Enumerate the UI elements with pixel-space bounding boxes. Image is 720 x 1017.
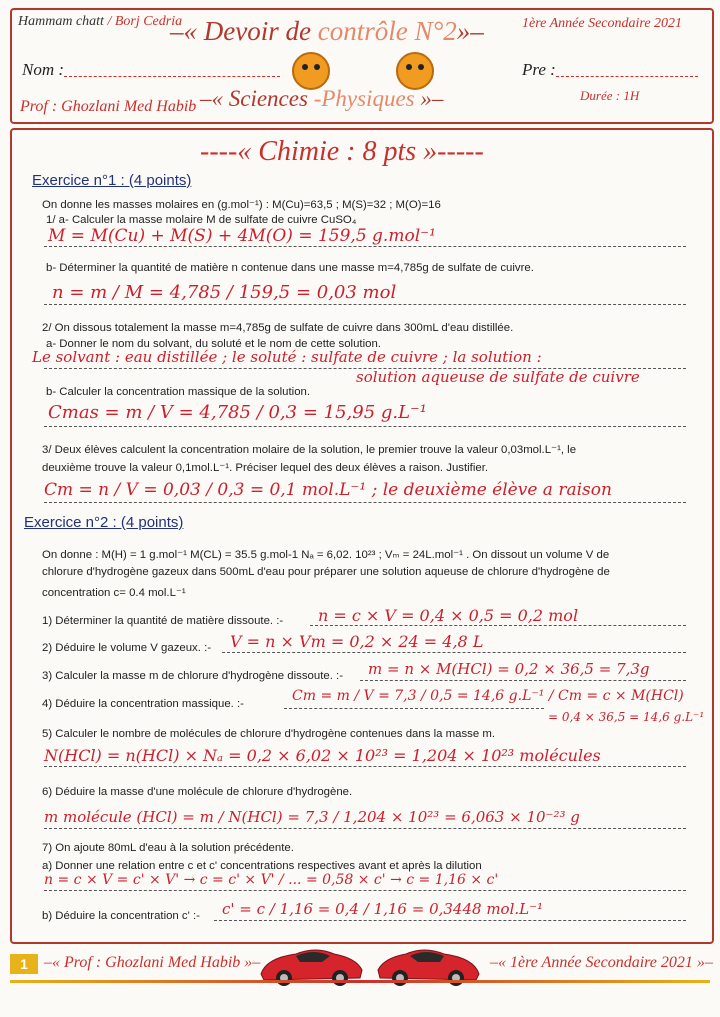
chemistry-title: ----« Chimie : 8 pts »----- bbox=[200, 136, 484, 167]
ex2-data-1: On donne : M(H) = 1 g.mol⁻¹ M(CL) = 35.5 g.mol-1 Nₐ = 6,02. 10²³ ; Vₘ = 24L.mol⁻¹ . On dissout un volume V de bbox=[42, 549, 610, 561]
ex1-data: On donne les masses molaires en (g.mol⁻¹) : M(Cu)=63,5 ; M(S)=32 ; M(O)=16 bbox=[42, 199, 441, 211]
answer-1a: M = M(Cu) + M(S) + 4M(O) = 159,5 g.mol⁻¹ bbox=[48, 226, 436, 246]
smiley-right-icon bbox=[396, 52, 434, 90]
q3-line2: deuxième trouve la valeur 0,1mol.L⁻¹. Préciser lequel des deux élèves a raison. Justifier. bbox=[42, 462, 489, 474]
q2-7a: a) Donner une relation entre c et c' concentrations respectives avant et après la dilution bbox=[42, 860, 482, 872]
exam-title: –« Devoir de contrôle N°2»– bbox=[170, 16, 484, 46]
q2-7b: b) Déduire la concentration c' :- bbox=[42, 910, 200, 922]
q2-6: 6) Déduire la masse d'une molécule de chlorure d'hydrogène. bbox=[42, 786, 353, 798]
answer-2-5: N(HCl) = n(HCl) × Nₐ = 0,2 × 6,02 × 10²³ = 1,204 × 10²³ molécules bbox=[44, 746, 601, 765]
ex2-data-3: concentration c= 0.4 mol.L⁻¹ bbox=[42, 587, 186, 599]
answer-line bbox=[44, 246, 686, 247]
answer-2-1: n = c × V = 0,4 × 0,5 = 0,2 mol bbox=[318, 606, 579, 625]
answer-line bbox=[214, 920, 686, 921]
answer-line bbox=[44, 828, 686, 829]
prof-name: Prof : Ghozlani Med Habib bbox=[20, 98, 197, 115]
prenom-label: Pre : bbox=[522, 60, 556, 79]
name-label: Nom : bbox=[22, 60, 65, 79]
page-number-badge: 1 bbox=[10, 954, 38, 974]
school-year: 1ère Année Secondaire 2021 bbox=[522, 16, 683, 31]
answer-line bbox=[44, 502, 686, 503]
smiley-left-icon bbox=[292, 52, 330, 90]
answer-2-4: Cm = m / V = 7,3 / 0,5 = 14,6 g.L⁻¹ / Cm = c × M(HCl) bbox=[292, 688, 684, 704]
answer-line bbox=[44, 426, 686, 427]
answer-line bbox=[44, 890, 686, 891]
prenom-line[interactable] bbox=[556, 76, 698, 77]
answer-2-7b: c' = c / 1,16 = 0,4 / 1,16 = 0,3448 mol.L⁻¹ bbox=[222, 900, 544, 918]
answer-2-2: V = n × Vm = 0,2 × 24 = 4,8 L bbox=[230, 632, 484, 651]
q2: 2/ On dissous totalement la masse m=4,785g de sulfate de cuivre dans 300mL d'eau distillée. bbox=[42, 322, 514, 334]
q2-7: 7) On ajoute 80mL d'eau à la solution précédente. bbox=[42, 842, 294, 854]
q2-1: 1) Déterminer la quantité de matière dissoute. :- bbox=[42, 615, 284, 627]
answer-2-4b: = 0,4 × 36,5 = 14,6 g.L⁻¹ bbox=[548, 710, 705, 724]
answer-2b: Cmas = m / V = 4,785 / 0,3 = 15,95 g.L⁻¹ bbox=[48, 402, 427, 423]
exercise-2-title: Exercice n°2 : (4 points) bbox=[24, 514, 184, 531]
answer-line bbox=[44, 304, 686, 305]
q2-4: 4) Déduire la concentration massique. :- bbox=[42, 698, 244, 710]
answer-1b: n = m / M = 4,785 / 159,5 = 0,03 mol bbox=[52, 282, 397, 303]
q2a: a- Donner le nom du solvant, du soluté et le nom de cette solution. bbox=[46, 338, 381, 350]
q2-2: 2) Déduire le volume V gazeux. :- bbox=[42, 642, 212, 654]
q3-line1: 3/ Deux élèves calculent la concentration molaire de la solution, le premier trouve la valeur 0,03mol.L⁻¹, le bbox=[42, 444, 577, 456]
school-name: Hammam chatt / Borj Cedria bbox=[18, 14, 183, 29]
answer-line bbox=[284, 708, 544, 709]
q1a: 1/ a- Calculer la masse molaire M de sulfate de cuivre CuSO₄ bbox=[46, 214, 357, 226]
answer-line bbox=[222, 652, 686, 653]
duration: Durée : 1H bbox=[580, 88, 640, 103]
answer-line bbox=[310, 625, 686, 626]
footer-prof: –« Prof : Ghozlani Med Habib »– bbox=[44, 954, 261, 971]
answer-2-7a: n = c × V = c' × V' → c = c' × V' / ... = 0,58 × c' → c = 1,16 × c' bbox=[44, 872, 499, 888]
q2-3: 3) Calculer la masse m de chlorure d'hydrogène dissoute. :- bbox=[42, 670, 344, 682]
answer-2a-line1: Le solvant : eau distillée ; le soluté : sulfate de cuivre ; la solution : bbox=[32, 348, 542, 366]
answer-2-6: m molécule (HCl) = m / N(HCl) = 7,3 / 1,204 × 10²³ = 6,063 × 10⁻²³ g bbox=[44, 808, 580, 826]
q1b: b- Déterminer la quantité de matière n contenue dans une masse m=4,785g de sulfate de cuivre. bbox=[46, 262, 534, 274]
exercise-1-title: Exercice n°1 : (4 points) bbox=[32, 172, 192, 189]
footer-rule bbox=[10, 980, 710, 983]
q2b: b- Calculer la concentration massique de la solution. bbox=[46, 386, 311, 398]
answer-2-3: m = n × M(HCl) = 0,2 × 36,5 = 7,3g bbox=[368, 660, 650, 678]
q2-5: 5) Calculer le nombre de molécules de chlorure d'hydrogène contenues dans la masse m. bbox=[42, 728, 495, 740]
answer-3: Cm = n / V = 0,03 / 0,3 = 0,1 mol.L⁻¹ ; le deuxième élève a raison bbox=[44, 480, 612, 500]
answer-line bbox=[44, 766, 686, 767]
name-line[interactable] bbox=[64, 76, 280, 77]
ex2-data-2: chlorure d'hydrogène gazeux dans 500mL d'eau pour préparer une solution aqueuse de chlorure d'hydrogène de bbox=[42, 566, 610, 578]
answer-line bbox=[360, 680, 686, 681]
subject-title: –« Sciences -Physiques »– bbox=[200, 86, 444, 111]
answer-2a-line2: solution aqueuse de sulfate de cuivre bbox=[356, 368, 640, 386]
footer-year: –« 1ère Année Secondaire 2021 »– bbox=[490, 954, 713, 971]
